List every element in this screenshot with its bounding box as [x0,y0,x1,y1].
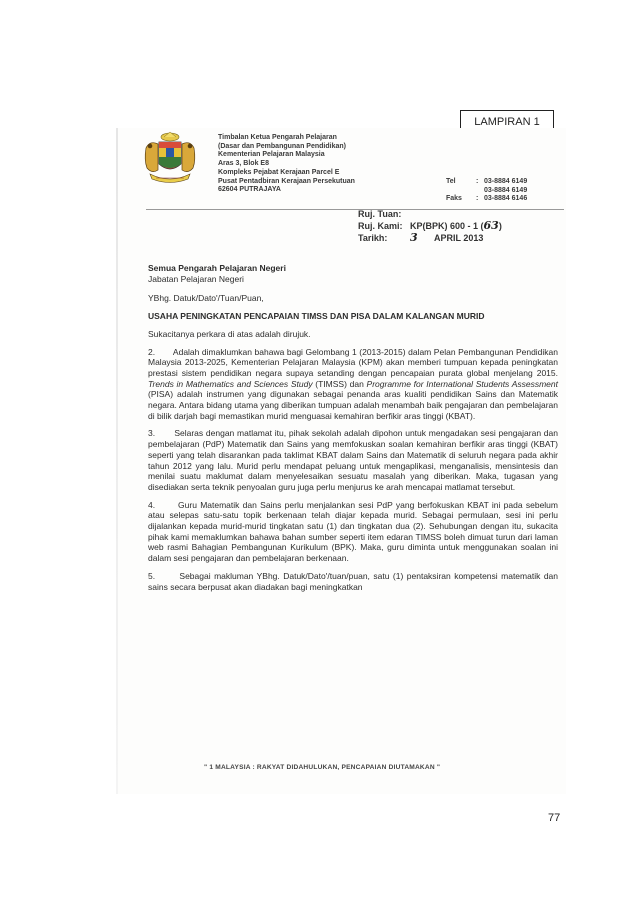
paragraph-3 [148,428,558,492]
paragraph-number: 2. [148,346,156,357]
ref-kami-label: Ruj. Kami: [358,221,403,231]
contact-label: Tel [446,178,456,185]
paragraph-text-italic: Programme for International Students Assessment [366,378,558,389]
paragraph-text: Sebagai makluman YBhg. Datuk/Dato'/tuan/puan, satu (1) pentaksiran kompetensi matematik dan sains secara berpusat akan diadakan bagi meningkatkan [148,570,559,592]
ref-kami-value: KP(BPK) 600 - 1 ( [410,221,484,231]
coat-of-arms-icon [138,130,202,186]
letterhead-line: 62604 PUTRAJAYA [218,186,281,194]
recipient-line: Semua Pengarah Pelajaran Negeri [148,263,286,273]
paragraph-4 [148,500,558,564]
letterhead-address [218,134,418,195]
contact-value: 03-8884 6146 [484,195,528,203]
paragraph-number: 3. [148,428,156,439]
letterhead-contacts [446,178,564,204]
ref-date-handwritten: 3 [410,231,418,244]
contact-row [446,187,564,196]
paragraph-text: (PISA) adalah instrumen yang digunakan sebagai penanda aras kualiti pendidikan Sains dan Matematik negara. Antara bidang utama yang diberikan tumpuan adalah menambah baik pengajaran dan pembelajaran di bilik darjah bagi memastikan murid menguasai kemahiran berfikir aras tinggi (KBAT). [148,389,558,421]
page-number: 77 [548,812,561,824]
contact-label [446,187,476,196]
paragraph-2 [148,347,558,422]
letterhead-line: Timbalan Ketua Pengarah Pelajaran [218,134,337,141]
contact-value: 03-8884 6149 [484,178,528,185]
ref-date-label: Tarikh: [358,233,388,243]
contact-separator [476,187,484,196]
ref-tuan [358,208,502,220]
greeting: Sukacitanya perkara di atas adalah dirujuk. [148,328,311,339]
lampiran-label: LAMPIRAN 1 [460,110,554,134]
contact-value: 03-8884 6149 [484,186,528,194]
paragraph-number: 4. [148,499,156,510]
letterhead-line: (Dasar dan Pembangunan Pendidikan) [218,142,346,150]
contact-row [446,178,564,187]
ref-kami-handwritten: 63 [483,219,499,232]
paragraph-number: 5. [148,570,156,581]
paragraph-text: Selaras dengan matlamat itu, pihak sekolah adalah dipohon untuk mengadakan sesi pengajaran dan pembelajaran (PdP) Matematik dan Sains yang memfokuskan soalan kemahiran berfikir aras tinggi (KBAT) seperti yang telah disarankan pada taklimat KBAT dalam Sains dan Matematik di seluruh negara pada akhir tahun 2012 yang lalu. Murid perlu mendapat peluang untuk mengaplikasi, menganalisis, mensintesis dan menilai suatu maklumat dalam menyelesaikan sesuatu masalah yang diberikan. Maka, tugasan yang disediakan serta teknik penyoalan guru juga perlu menjurus ke arah mencapai matlamat tersebut. [148,428,558,492]
ref-tuan-label: Ruj. Tuan: [358,209,402,219]
letterhead-line: Pusat Pentadbiran Kerajaan Persekutuan [218,177,355,185]
ref-date-value: APRIL 2013 [434,233,484,243]
ref-kami-close: ) [498,221,502,231]
ref-date [358,232,502,244]
letter-body [148,263,558,599]
contact-separator: : [476,195,479,203]
paragraph-text: (TIMSS) dan [312,378,367,389]
contact-label: Faks [446,195,462,203]
contact-separator: : [476,178,479,185]
paragraph-text: Adalah dimaklumkan bahawa bagi Gelombang 1 (2013-2015) dalam Pelan Pembangunan Pendidikan Malaysia 2013-2025, Kementerian Pelajaran Malaysia (KPM) akan memberi tumpuan kepada peningkatan prestasi sistem pendidikan negara supaya setanding dengan pencapaian purata global menjelang 2015. [148,346,558,378]
scanned-letter [118,128,566,794]
letterhead-line: Kementerian Pelajaran Malaysia [218,151,325,159]
footer-slogan: " 1 MALAYSIA : RAKYAT DIDAHULUKAN, PENCAPAIAN DIUTAMAKAN " [204,764,441,771]
contact-row [446,195,564,204]
paragraph-text-italic: Trends in Mathematics and Sciences Study [148,378,313,389]
letterhead-line: Aras 3, Blok E8 [218,160,269,168]
paragraph-text: Guru Matematik dan Sains perlu menjalankan sesi PdP yang berfokuskan KBAT ini pada sebelum atau selepas satu-satu topik berkenaan telah diajar kepada murid. Sebagai permulaan, sesi ini perlu dijalankan kepada murid-murid tingkatan satu (1) dan tingkatan dua (2). Sehubungan dengan itu, sukacita pihak kami memaklumkan bahawa bahan sumber seperti item edaran TIMSS boleh dimuat turun dari laman web rasmi Bahagian Pembangunan Kurikulum (BPK). Maka, guru diminta untuk menggunakan soalan ini dalam sesi pengajaran dan pembelajaran berkenaan. [148,499,558,564]
recipient-line: Jabatan Pelajaran Negeri [148,273,244,284]
ref-kami [358,220,502,232]
letter-subject: USAHA PENINGKATAN PENCAPAIAN TIMSS DAN PISA DALAM KALANGAN MURID [148,311,485,322]
paragraph-5 [148,571,558,592]
letterhead-line: Kompleks Pejabat Kerajaan Parcel E [218,168,340,176]
salutation: YBhg. Datuk/Dato'/Tuan/Puan, [148,293,264,304]
reference-block [358,208,502,244]
